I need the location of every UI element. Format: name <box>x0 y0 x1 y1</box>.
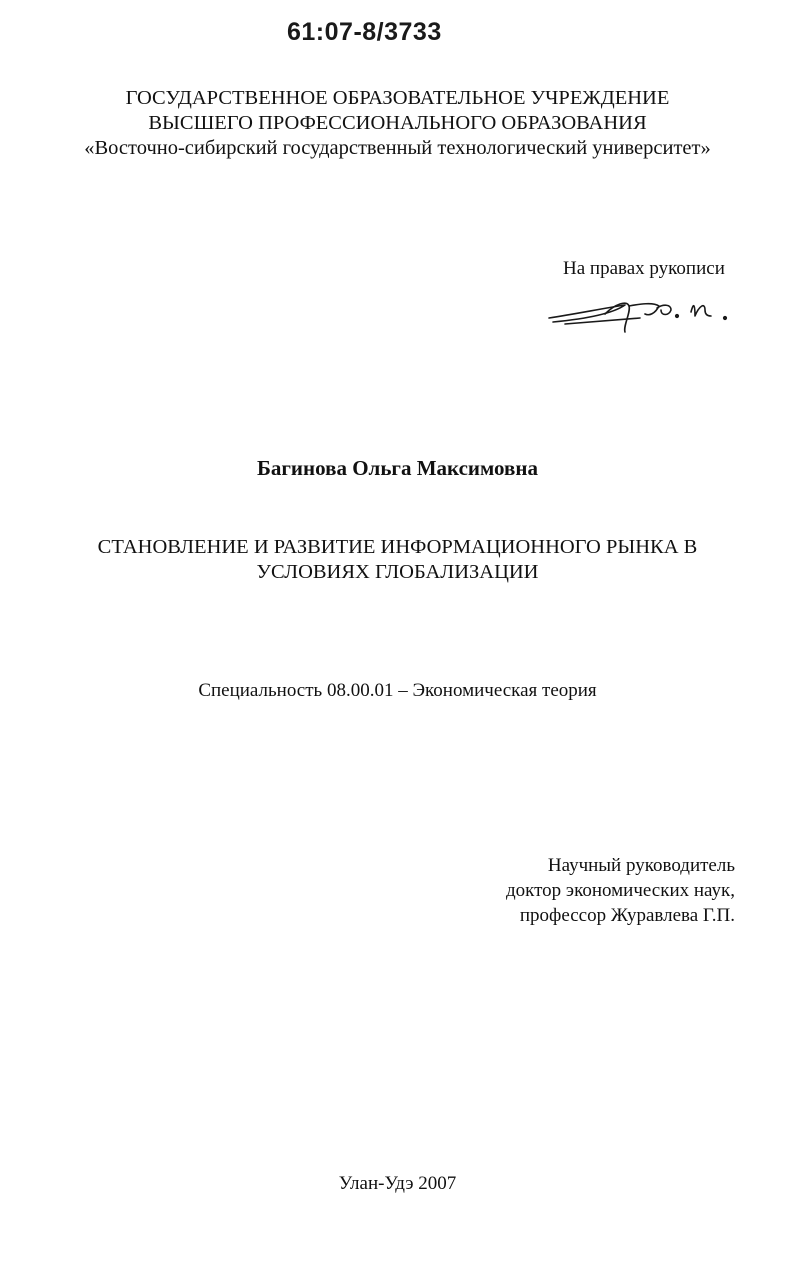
advisor-role: Научный руководитель <box>547 855 735 876</box>
handwritten-signature <box>545 292 745 336</box>
title-line-2: УСЛОВИЯХ ГЛОБАЛИЗАЦИИ <box>256 561 539 583</box>
title-line-1: СТАНОВЛЕНИЕ И РАЗВИТИЕ ИНФОРМАЦИОННОГО РЫНКА В <box>97 536 698 558</box>
author-name: Багинова Ольга Максимовна <box>257 456 538 480</box>
institution-header <box>0 86 795 161</box>
institution-line-2: ВЫСШЕГО ПРОФЕССИОНАЛЬНОГО ОБРАЗОВАНИЯ <box>148 112 647 134</box>
manuscript-note: На правах рукописи <box>563 258 725 279</box>
scientific-advisor <box>506 853 735 928</box>
specialty: Специальность 08.00.01 – Экономическая теория <box>198 680 597 701</box>
institution-line-3: «Восточно-сибирский государственный технологический университет» <box>84 137 711 159</box>
advisor-name: профессор Журавлева Г.П. <box>519 905 735 926</box>
dissertation-title <box>0 535 795 585</box>
institution-line-1: ГОСУДАРСТВЕННОЕ ОБРАЗОВАТЕЛЬНОЕ УЧРЕЖДЕНИЕ <box>125 87 670 109</box>
city-year: Улан-Удэ 2007 <box>338 1173 457 1194</box>
archive-stamp: 61:07-8/3733 <box>287 18 442 46</box>
advisor-degree: доктор экономических наук, <box>505 880 735 901</box>
